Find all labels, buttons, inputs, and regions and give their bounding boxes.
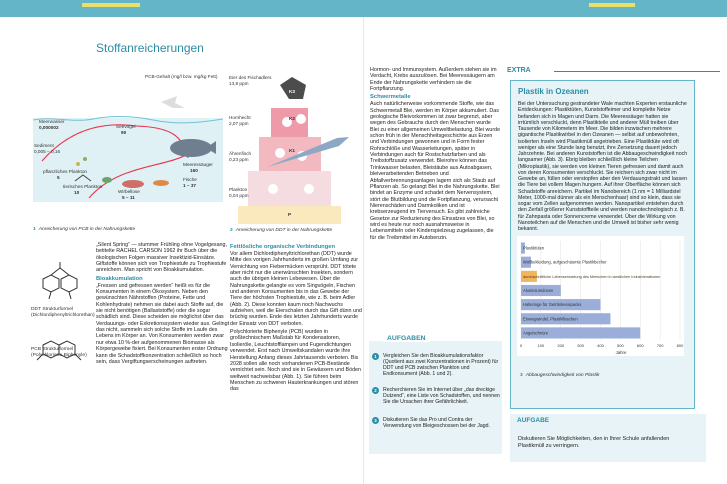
chart-category-label: durchschnittliche Lebenserwartung des Menschen in westlichen Industrienationen: [523, 274, 661, 279]
figure-2-number: 2: [230, 228, 233, 233]
aufgabe-2-text: Recherchieren Sie im Internet über „das dreckige Dutzend“, eine Liste von Schadstoffen, und nennen Sie die Ursachen ihrer Gefährlichkeit.: [383, 387, 500, 405]
pcb-structure-label: PCB Strukturformel (Polychlorierte Biphenyle): [31, 347, 87, 358]
ddt-structure-label: DDT Strukturformel (Dichlordiphenyltrichlorethan): [31, 307, 95, 318]
page-title: Stoffanreicherungen: [96, 41, 204, 55]
middle-body-1: Vor allem Dichlordiphenyltrichlorethan (DDT) wurde Mitte des vorigen Jahrhunderts im großen Umfang zur Vernichtung von Fiebermücken versprüht. DDT tötete aber nicht nur die unerwünschten Insekten, sondern auch die übrigen kleinen Lebewesen. Über die Nahrungskette gelangte es vom Singvögeln, Fischen und anderen Konsumenten bis in das Gewebe der Tiere der höchsten Trophiestufe, wie z. B. beim Adler (Abb. 2). Diese konnten kaum noch Nachwuchs aufziehen, weil die Eierschalen durch das Gift dünn und brüchig wurden. Ende des letzten Jahrhunderts wurde der Einsatz von DDT verboten.: [230, 251, 362, 327]
figure-2-caption-text: Anreicherung von DDT in der Nahrungskette: [235, 228, 333, 233]
chart-x-axis-label: Jahre: [615, 350, 627, 355]
chart-category-label: Einwegwindel, Plastikflaschen: [523, 316, 578, 322]
chart-tick-label: 100: [537, 343, 545, 348]
pcb-tierisches-value: 10: [74, 190, 80, 195]
extra-rule: [554, 71, 720, 72]
figure-1-caption-text: Anreicherung von PCB in der Nahrungskette: [38, 227, 136, 232]
chart-category-label: Angelschnüre: [523, 330, 549, 336]
pcb-food-chain-diagram: [33, 72, 223, 202]
pcb-seevoegel-label: Seevögel: [116, 124, 136, 129]
aufgaben-title: AUFGABEN: [383, 335, 430, 342]
aufgabe-1-number: 1: [372, 353, 379, 360]
aufgabe-3-number: 3: [372, 417, 379, 424]
pcb-sediment-label: Sediment: [34, 143, 54, 148]
chart-category-label: Plastiktüten: [523, 245, 545, 251]
aufgabe-title: AUFGABE: [517, 417, 550, 424]
chart-category-label: Halteringe für Getränkesixpacks: [523, 302, 582, 308]
aufgabe-1: [374, 353, 500, 377]
ddt-level-p: P: [288, 212, 292, 217]
schwermetalle-heading: Schwermetalle: [370, 94, 411, 101]
pcb-plankton-value: 5: [57, 175, 60, 180]
chart-tick-label: 0: [519, 343, 523, 348]
fettloesliche-heading: Fettlösliche organische Verbindungen: [230, 244, 336, 250]
chart-tick-label: 500: [617, 343, 624, 348]
aufgabe-3-text: Diskutieren Sie das Pro und Contra der Verwendung von Bleigeschossen bei der Jagd.: [383, 417, 490, 429]
ddt-hornhecht-value: 2,07 ppm: [229, 121, 249, 126]
ddt-plankton-label: Plankton: [229, 187, 248, 192]
middle-text-column: [230, 242, 362, 393]
pcb-meeressaeuger-value: 160: [190, 168, 198, 173]
right-body-1: Hormon- und Immunsystem. Außerdem stehen sie im Verdacht, Krebs auszulösen. Bei Meeressäugern am Ende der Nahrungskette verhindern sie die Fortpflanzung.: [370, 67, 497, 93]
pcb-meeressaeuger-label: Meeressäuger: [183, 162, 213, 167]
plastic-chart: [517, 236, 684, 356]
aufgabe-1-text: Vergleichen Sie den Bioakkumulationsfaktor (Quotient aus zwei Konzentrationen in Prozent) für DDT und PCB zwischen Plankton und Endkonsument (Abb. 1 und 2).: [383, 353, 499, 377]
top-header-mark: [82, 3, 140, 7]
pcb-fische-label: Fische: [183, 177, 197, 182]
right-text-column: [370, 67, 501, 241]
ddt-aehrenfisch-value: 0,23 ppm: [229, 157, 249, 162]
figure-3-number: 3: [520, 373, 523, 378]
ddt-level-k1: K1: [289, 148, 295, 153]
ddt-aehrenfisch-label: Ährenfisch: [229, 151, 252, 156]
pcb-wirbellose-value: 5 – 11: [122, 195, 135, 200]
page-divider: [363, 17, 364, 484]
plastic-chart-svg: [517, 236, 684, 356]
chart-tick-label: 200: [557, 343, 565, 348]
ddt-molecule-icon: [31, 260, 87, 306]
chart-category-label: Aluminiumdosen: [523, 288, 554, 293]
ddt-level-k3: K3: [289, 89, 295, 94]
ddt-plankton-value: 0,04 ppm: [229, 193, 249, 198]
pcb-wirbellose-label: Wirbellose: [118, 189, 140, 194]
chart-tick-label: 300: [577, 343, 584, 348]
aufgabe-text: Diskutieren Sie Möglichkeiten, den in Ihrer Schule anfallenden Plastikmüll zu verringern.: [518, 436, 670, 449]
chart-tick-label: 800: [676, 343, 684, 348]
extra-label: EXTRA: [507, 67, 531, 74]
pcb-fische-value: 1 – 37: [183, 183, 197, 188]
left-text-column: [96, 242, 231, 365]
figure-3-caption-text: Abbaugeschwindigkeit von Plastik: [525, 373, 600, 378]
aufgabe-2-number: 2: [372, 387, 379, 394]
chart-tick-label: 400: [597, 343, 604, 348]
left-intro: „Silent Spring“ — stummer Frühling ohne Vogelgesang, betitelte RACHEL CARSON 1962 ihr Buch über die ökologischen Folgen massiver Insektizid-Einsätze. Giftstoffe können sich von Trophiestufe zu Trophiestufe anreichern. Man spricht von Bioakkumulation.: [96, 242, 227, 274]
chart-tick-label: 700: [656, 343, 664, 348]
pcb-meerwasser-label: Meerwasser: [39, 119, 65, 124]
figure-3-caption: [520, 373, 599, 379]
ddt-level-k2: K2: [289, 116, 295, 121]
pcb-tierisches-label: tierisches Plankton: [63, 184, 103, 189]
pcb-seevoegel-value: 90: [121, 130, 127, 135]
top-header-mark-right: [589, 3, 635, 7]
extra-title: Plastik in Ozeanen: [518, 87, 589, 96]
extra-body: Bei der Untersuchung gestrandeter Wale machten Experten erstaunliche Entdeckungen: Plastiktüten, Kunststoffeimer und komplette Netze befanden sich in Magen und Darm. Die Meeressäuger hatten sie irrtümlich verschluckt, denn Plastikteile und anderer Müll treiben über Tausende von Kilometern im Meer. Die bilden inzwischen mehrere gigantische Plastikwirbel in den Ozeanen — selbst auf unbewohnten, isolierten Inseln wird Plastikmüll angetrieben. Eine Plastiktüte wird oft weniger als eine Stunde lang benutzt, ihre Zersetzung dauert jedoch Jahrzehnte. Bei anderen Kunststoffen ist die Abbaugeschwindigkeit noch langsamer (Abb. 3). Ebrig bleiben schließlich kleine Teilchen (Mikroplastik), sie werden von kleinen Tieren gefressen und damit auch von deren Konsumenten verschluckt. Sie reichern sich zwar nicht im Gewebe an, füllen oder verstopfen aber den Verdauungstrakt und lassen die Tiere bei vollem Magen hungern. Auf ihrer Oberfläche können sich Schadstoffe anreichern. Partikel im Nanobereich (1 nm = 1 Milliardstel Meter, 1000-mal dünner als ein Menschenhaar) sind so klein, dass sie sogar vom Zellen aufgenommen werden. Nanopartikel entstehen durch den Zerfall größerer Kunststoffteile und werden nanotechnologisch z. B. für Zahnpasta oder Sonnencreme verwendet. Über die Wirkung von Nanoteilchen auf die Menschen und die Umwelt ist bisher sehr wenig bekannt.: [518, 101, 688, 232]
aufgabe-3: [374, 417, 500, 429]
pcb-meerwasser-value: 0,000002: [39, 125, 59, 130]
pcb-sediment-value: 0,005 – 0,16: [34, 149, 61, 154]
ddt-eier-value: 13,8 ppm: [229, 81, 249, 86]
pcb-axis-label: PCB-Gehalt (mg/l bzw. mg/kg Fett): [145, 74, 218, 79]
figure-1-number: 1: [33, 227, 36, 232]
chart-category-label: Wollbekleidung, aufgeschäumte Plastikbecher: [523, 259, 607, 265]
aufgabe-box: [510, 414, 706, 462]
ddt-eier-label: Eier des Fischadlers: [229, 75, 272, 80]
ddt-structure-icon: [31, 260, 87, 306]
right-body-2: Auch natürlicherweise vorkommende Stoffe, wie das Schwermetall Blei, werden im Körper akkumuliert. Das geologische Bleivorkommen ist zwar begrenzt, aber wegen des Gebrauchs durch den Menschen wurde Blei zu einer allgemeinen Umweltbelastung. Blei wurde schon früh in der Menschheitsgeschichte aus Erzen und Verbindungen gewonnen und in Form fester Rohrschlöße und Wasserleitungen, später in Verbindungen auch für Rostschutzfarben und als Treibstoffzusatz verwendet. Bleirohre können das Trinkwasser belasten, Bleistäube aus Autoabgasen, bleiverarbeitenden Betrieben und Abfallverbrennungsanlagen lagern sich als Staub auf Pflanzen ab. So gelangt Blei in die Nahrungskette. Blei bindet an Enzyme und schadet dem Nervensystem, stört die Blutbildung und die Fortpflanzung, verursacht Nierenschäden und Darmkoliken und ist krebserzeugend im Tierversuch. Es gibt zahlreiche Gesetze zur Reduzierung des Einsatzes von Blei, so wird es heute nur noch ausnahmsweise in Lebensmitteln oder Kinderspielzeug zugelassen, die für die Treibmittel im Autobenzin.: [370, 101, 501, 241]
aufgabe-2: [374, 387, 500, 405]
ddt-hornhecht-label: Hornhecht: [229, 115, 251, 120]
middle-body-2: Polychlorierte Biphenyle (PCB) wurden in großtechnischem Maßstab für Kondensatoren, Isolieröle, Leuchtstofflampen und Fugendichtungen verwendet. Erst nach Umweltskandalen wurde ihre Herstellung Anfang dieses Jahrtausends verboten. Bis 2028 sollen alle noch vorhandenen PCB-Bestände vernichtet sein. Noch sind sie in Gewässern und Böden weltweit nachweisbar (Abb. 1). Sie führen beim Menschen zu schweren Hauterkrankungen und stören das: [230, 329, 361, 393]
ddt-pyramid-diagram: [229, 73, 354, 226]
chart-tick-label: 600: [636, 343, 644, 348]
bioakkumulation-heading: Bioakkumulation: [96, 275, 143, 282]
figure-2-caption: [230, 228, 332, 234]
figure-1-caption: [33, 227, 135, 233]
pcb-plankton-label: pflanzliches Plankton: [43, 169, 88, 174]
aufgaben-box: [369, 335, 502, 454]
left-body: „Fressen und gefressen werden“ heißt es für die Konsumenten in einem Ökosystem. Neben den gewünschten Nährstoffen (Proteine, Fette und Kohlenhydrate) nehmen sie dabei auch Stoffe auf, die sie nicht benötigen (Ballaststoffe) oder die sogar schädlich sind. Diese scheiden sie möglichst über das Verdauungs- oder Exkretionssystem wieder aus. Gelingt das nicht, sammeln sich solche Stoffe im Laufe des Lebens im Körper an. Von Konsumenten werden zwar nur etwa 10 %-der aufgenommenen Biomasse als Körpergewebe fixiert. Bei Konsumenten erster Ordnung kann die Schadstoffkonzentration schließlich so hoch sein, dass Vergiftungserscheinungen auftreten.: [96, 282, 230, 365]
